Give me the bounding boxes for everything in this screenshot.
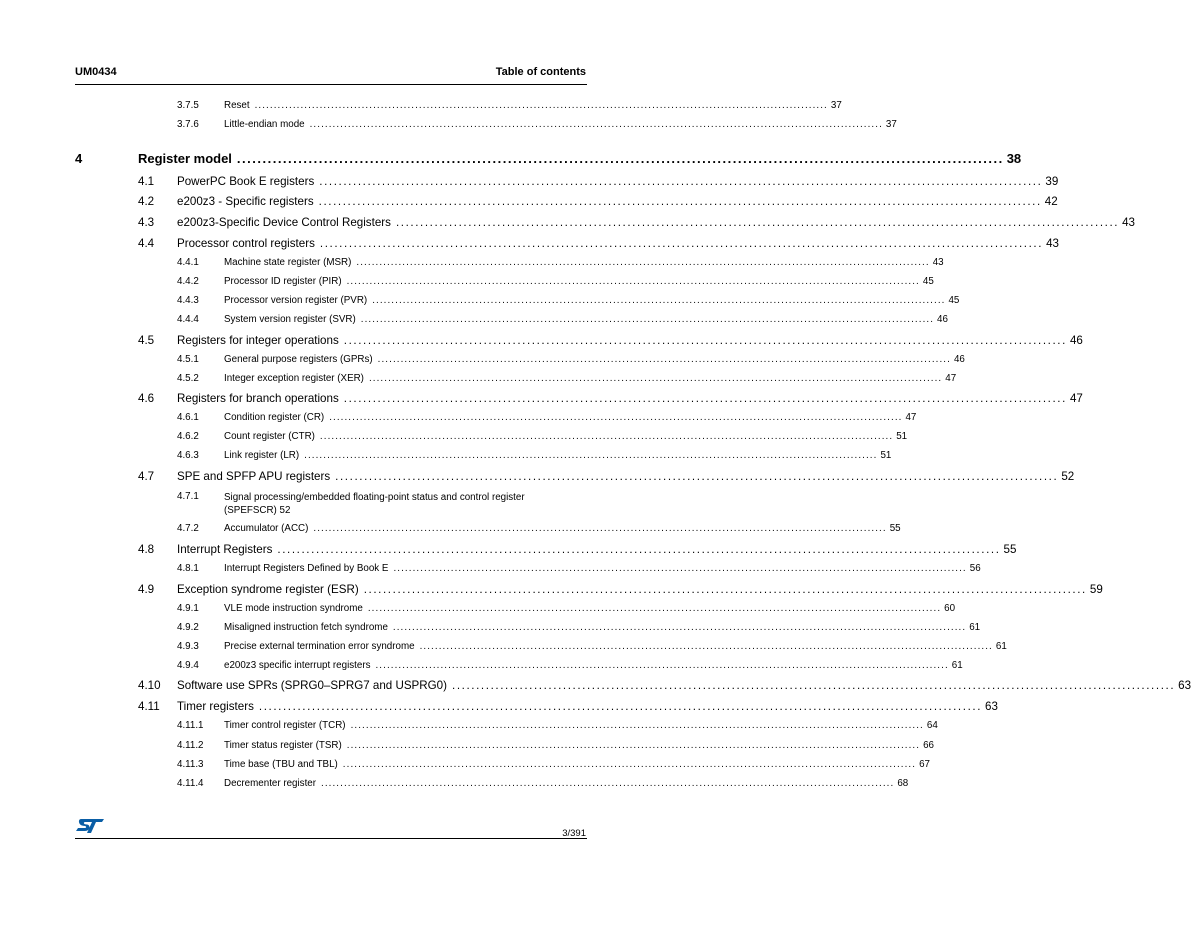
page-number: 3/391 [562,828,586,839]
toc-section-title: SPE and SPFP APU registers [177,470,331,483]
footer-rule [75,838,587,839]
toc-entry-page: 60 [944,603,956,614]
toc-entry-number: 4.4.1 [177,257,199,268]
toc-entry-number: 3.7.6 [177,119,199,130]
toc-entry-title: Signal processing/embedded floating-point status and control register (SPEFSCR) 52 [224,492,525,516]
toc-section-page: 46 [1069,334,1083,347]
toc-section-title: Interrupt Registers [177,543,273,556]
toc-entry-page: 46 [953,354,965,365]
toc-entry-page: 45 [922,276,934,287]
leader-dots: ...................................................................................................................................................... [350,720,924,731]
toc-section-number: 4.4 [138,237,155,250]
toc-entry-number: 4.4.3 [177,295,199,306]
toc-section-page: 43 [1046,237,1059,250]
toc-section-page: 55 [1003,543,1017,556]
toc-entry-number: 4.9.3 [177,641,199,652]
toc-entry-number: 4.11.4 [177,778,204,789]
leader-dots: ...................................................................................................................................................... [377,354,951,365]
toc-entry-title: Accumulator (ACC) [224,523,309,534]
toc-entry-page: 67 [919,759,930,770]
leader-dots: ...................................................................................................................................................... [236,151,1004,166]
leader-dots: ...................................................................................................................................................... [419,641,993,652]
toc-section-number: 4.7 [138,470,155,483]
leader-dots: ...................................................................................................................................................... [343,334,1067,347]
st-logo-icon [75,818,105,834]
toc-section-page: 42 [1044,195,1058,208]
toc-entry-number: 4.6.1 [177,412,199,423]
leader-dots: ...................................................................................................................................................... [372,295,946,306]
toc-entry-number: 4.6.3 [177,450,199,461]
toc-entry-title: Timer control register (TCR) [224,720,346,731]
toc-entry-title: Interrupt Registers Defined by Book E [224,563,389,574]
toc-entry-title: Reset [224,100,250,111]
toc-entry-title: VLE mode instruction syndrome [224,603,363,614]
leader-dots: ...................................................................................................................................................... [367,603,942,614]
toc-entry-page: 46 [937,314,948,325]
toc-entry-title: Precise external termination error syndrome [224,641,415,652]
toc-entry-page: 61 [995,641,1007,652]
toc-section-page: 39 [1045,175,1059,188]
toc-entry-number: 4.9.4 [177,660,199,671]
toc-entry-number: 4.11.1 [177,720,204,731]
toc-entry-title: Processor version register (PVR) [224,295,368,306]
toc-section-page: 43 [1122,216,1136,229]
toc-entry-title: System version register (SVR) [224,314,356,325]
toc-entry-number: 3.7.5 [177,100,199,111]
leader-dots: ...................................................................................................................................................... [363,583,1087,596]
toc-entry-number: 4.9.2 [177,622,199,633]
toc-section-number: 4.3 [138,216,155,229]
toc-entry-page: 51 [896,431,908,442]
toc-entry-number: 4.5.2 [177,373,199,384]
toc-chapter-number: 4 [75,151,83,166]
toc-section-page: 47 [1069,392,1083,405]
header-rule [75,84,587,85]
toc-entry-title: Processor ID register (PIR) [224,276,342,287]
toc-section-page: 52 [1061,470,1075,483]
toc-entry-page: 66 [923,740,934,751]
toc-entry-page: 56 [969,563,981,574]
toc-entry-number: 4.11.3 [177,759,204,770]
toc-section-title: Registers for integer operations [177,334,339,347]
leader-dots: ...................................................................................................................................................... [452,679,1176,692]
leader-dots: ...................................................................................................................................................... [346,276,920,287]
toc-section-number: 4.9 [138,583,155,596]
leader-dots: ...................................................................................................................................................... [277,543,1001,556]
leader-dots: ...................................................................................................................................................... [329,412,903,423]
toc-section-title: Registers for branch operations [177,392,339,405]
toc-entry-page: 61 [969,622,981,633]
toc-section-number: 4.8 [138,543,155,556]
leader-dots: ...................................................................................................................................................... [319,237,1044,250]
leader-dots: ...................................................................................................................................................... [395,216,1120,229]
toc-section-number: 4.2 [138,195,155,208]
leader-dots: ...................................................................................................................................................... [368,373,943,384]
toc-entry-number: 4.8.1 [177,563,199,574]
leader-dots: ...................................................................................................................................................... [319,431,894,442]
leader-dots: ...................................................................................................................................................... [258,700,983,713]
toc-entry-number: 4.6.2 [177,431,199,442]
toc-entry-page: 45 [948,295,960,306]
toc-entry-number: 4.7.1 [177,491,199,502]
leader-dots: ...................................................................................................................................................... [321,778,895,789]
toc-entry-title: e200z3 specific interrupt registers [224,660,371,671]
toc-section-title: Software use SPRs (SPRG0–SPRG7 and USPRG0) [177,679,447,692]
toc-entry-title: Time base (TBU and TBL) [224,759,338,770]
leader-dots: ...................................................................................................................................................... [304,450,878,461]
toc-entry-page: 37 [830,100,842,111]
toc-entry-page: 55 [889,523,901,534]
toc-entry-page: 47 [945,373,957,384]
toc-section-page: 63 [1178,679,1191,692]
toc-chapter-title: Register model [138,151,232,166]
toc-entry-title: Decrementer register [224,778,317,789]
toc-section-title: Timer registers [177,700,254,713]
toc-section-number: 4.5 [138,334,155,347]
toc-entry-page: 51 [880,450,892,461]
leader-dots: ...................................................................................................................................................... [342,759,917,770]
toc-entry-page: 64 [926,720,938,731]
toc-section-number: 4.6 [138,392,155,405]
toc-section-title: Exception syndrome register (ESR) [177,583,359,596]
toc-entry-title: Integer exception register (XER) [224,373,364,384]
toc-section-number: 4.11 [138,700,160,713]
toc-chapter-page: 38 [1006,151,1022,166]
leader-dots: ...................................................................................................................................................... [313,523,887,534]
toc-section-number: 4.1 [138,175,155,188]
toc-entry-page: 37 [885,119,897,130]
toc-entry-title: Machine state register (MSR) [224,257,352,268]
toc-entry-page: 61 [951,660,963,671]
toc-section-title: PowerPC Book E registers [177,175,315,188]
toc-entry-page: 43 [932,257,944,268]
toc-entry-number: 4.4.4 [177,314,199,325]
leader-dots: ...................................................................................................................................................... [319,175,1043,188]
leader-dots: ...................................................................................................................................................... [335,470,1059,483]
header-section-title: Table of contents [495,66,586,78]
leader-dots: ...................................................................................................................................................... [356,257,930,268]
toc-entry-title: General purpose registers (GPRs) [224,354,373,365]
leader-dots: ...................................................................................................................................................... [309,119,883,130]
toc-entry-number: 4.4.2 [177,276,199,287]
toc-section-title: Processor control registers [177,237,315,250]
leader-dots: ...................................................................................................................................................... [318,195,1042,208]
toc-section-title: e200z3 - Specific registers [177,195,314,208]
leader-dots: ...................................................................................................................................................... [375,660,949,671]
toc-entry-number: 4.7.2 [177,523,199,534]
toc-entry-page: 68 [897,778,909,789]
toc-entry-title: Condition register (CR) [224,412,325,423]
toc-entry-number: 4.5.1 [177,354,199,365]
toc-entry-number: 4.11.2 [177,740,204,751]
toc-entry-title: Little-endian mode [224,119,305,130]
toc-entry-title: Timer status register (TSR) [224,740,342,751]
leader-dots: ...................................................................................................................................................... [343,392,1067,405]
toc-entry-title: Link register (LR) [224,450,300,461]
toc-section-page: 63 [985,700,998,713]
toc-section-title: e200z3-Specific Device Control Registers [177,216,391,229]
toc-entry-title: Misaligned instruction fetch syndrome [224,622,388,633]
leader-dots: ...................................................................................................................................................... [254,100,828,111]
leader-dots: ...................................................................................................................................................... [346,740,921,751]
toc-entry-page: 47 [905,412,917,423]
toc-entry-number: 4.9.1 [177,603,199,614]
header-doc-id: UM0434 [75,66,117,78]
toc-section-number: 4.10 [138,679,161,692]
leader-dots: ...................................................................................................................................................... [360,314,935,325]
leader-dots: ...................................................................................................................................................... [393,563,967,574]
toc-section-page: 59 [1089,583,1103,596]
leader-dots: ...................................................................................................................................................... [392,622,967,633]
toc-entry-title: Count register (CTR) [224,431,315,442]
